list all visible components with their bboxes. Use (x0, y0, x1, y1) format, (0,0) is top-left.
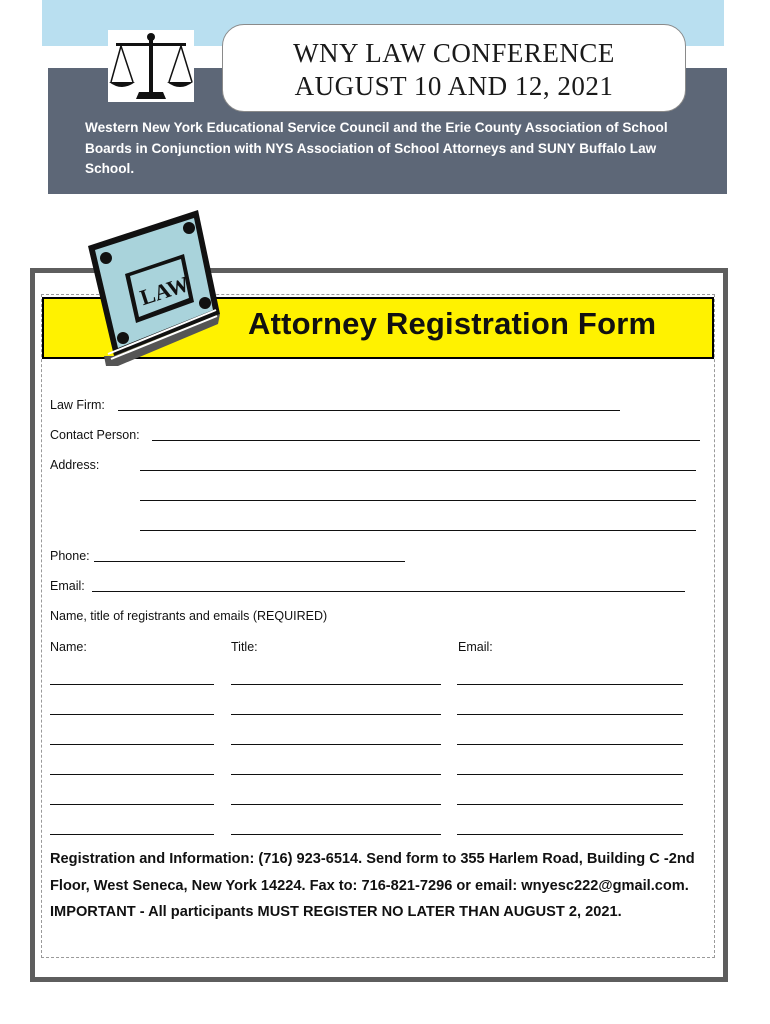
law-firm-label: Law Firm: (50, 398, 105, 412)
email-label: Email: (50, 579, 85, 593)
sponsors-text: Western New York Educational Service Council and the Erie County Association of School Boards in Conjunction with NYS Association of School Attorneys and SUNY Buffalo Law School. (85, 120, 668, 176)
registrant-name-field[interactable] (50, 834, 214, 835)
scales-of-justice-icon (108, 30, 194, 102)
registrant-title-field[interactable] (231, 714, 441, 715)
registration-info-text: Registration and Information: (716) 923-6514. Send form to 355 Harlem Road, Building C -2nd Floor, West Seneca, New York 14224. Fax to: 716-821-7296 or email: wnyesc222@gmail.com. IMPORTANT - All participants MUST REGISTER NO LATER THAN AUGUST 2, 2021. (50, 851, 695, 920)
address-field-line-1[interactable] (140, 470, 696, 471)
registrant-title-field[interactable] (231, 744, 441, 745)
column-title-label: Title: (231, 640, 258, 654)
registrant-email-field[interactable] (457, 774, 683, 775)
contact-person-label: Contact Person: (50, 428, 140, 442)
registrant-title-field[interactable] (231, 804, 441, 805)
registrant-name-field[interactable] (50, 774, 214, 775)
registrant-name-field[interactable] (50, 714, 214, 715)
registrant-email-field[interactable] (457, 714, 683, 715)
registrant-title-field[interactable] (231, 834, 441, 835)
address-label: Address: (50, 458, 100, 472)
phone-field[interactable] (94, 561, 405, 562)
registrant-title-field[interactable] (231, 774, 441, 775)
registrant-name-field[interactable] (50, 684, 214, 685)
registrant-email-field[interactable] (457, 804, 683, 805)
book-label: LAW (136, 270, 193, 311)
conference-title (222, 24, 686, 112)
title-line-1: WNY LAW CONFERENCE (293, 38, 615, 68)
registrants-note: Name, title of registrants and emails (REQUIRED) (50, 609, 328, 623)
law-book-icon (78, 206, 226, 374)
registrant-title-field[interactable] (231, 684, 441, 685)
registrant-email-field[interactable] (457, 744, 683, 745)
email-field[interactable] (92, 591, 685, 592)
phone-label: Phone: (50, 549, 90, 563)
registrant-name-field[interactable] (50, 804, 214, 805)
form-title: Attorney Registration Form (248, 306, 657, 341)
contact-person-field[interactable] (152, 440, 700, 441)
column-name-label: Name: (50, 640, 87, 654)
registrant-email-field[interactable] (457, 684, 683, 685)
registrant-name-field[interactable] (50, 744, 214, 745)
address-field-line-3[interactable] (140, 530, 696, 531)
address-field-line-2[interactable] (140, 500, 696, 501)
title-line-2: AUGUST 10 AND 12, 2021 (294, 71, 614, 101)
registrant-email-field[interactable] (457, 834, 683, 835)
column-email-label: Email: (458, 640, 493, 654)
law-firm-field[interactable] (118, 410, 620, 411)
